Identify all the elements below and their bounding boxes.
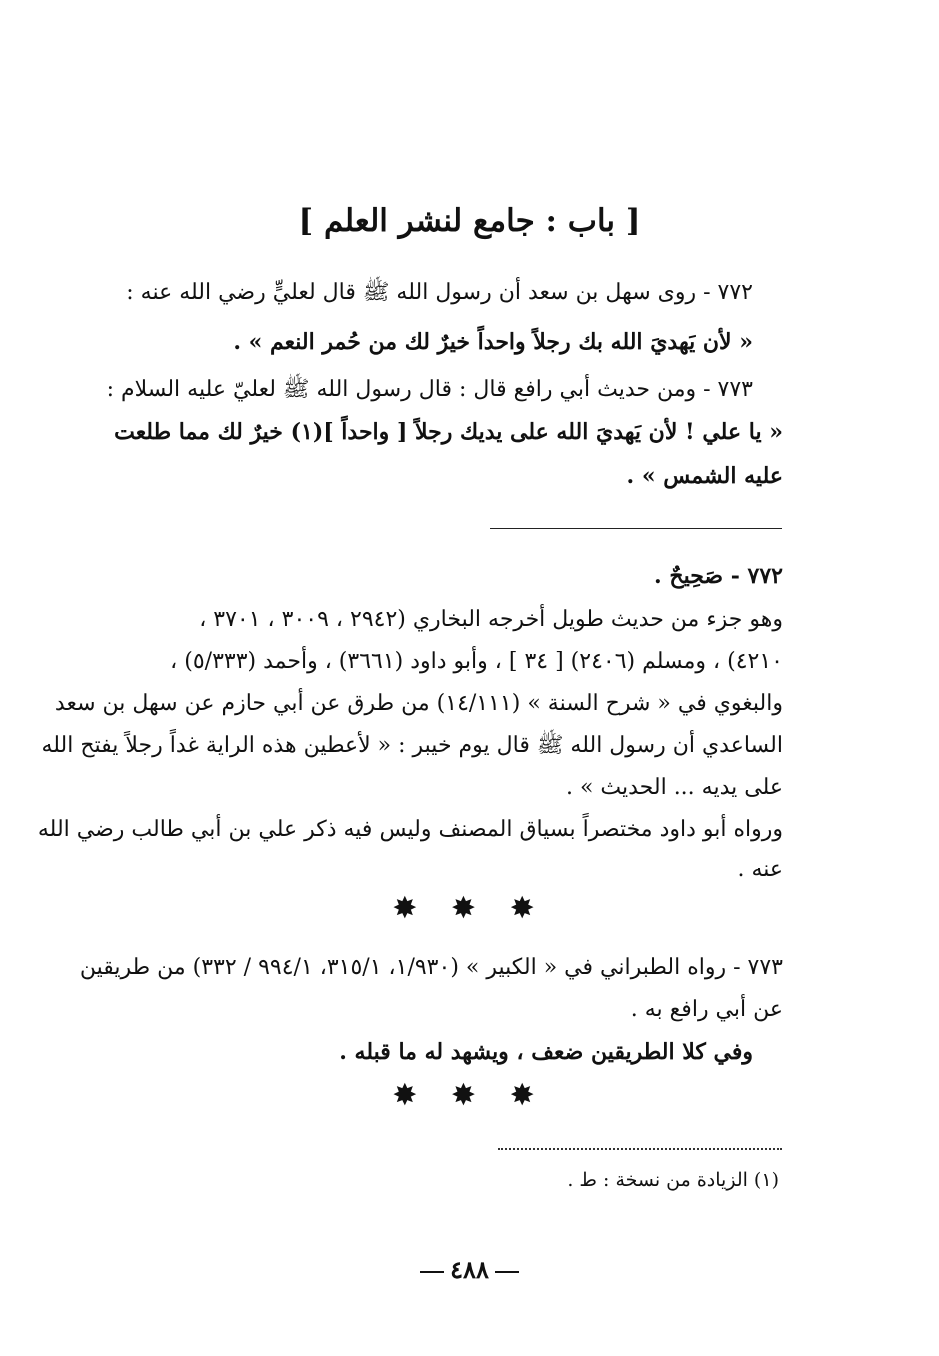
commentary-773-line: وفي كلا الطريقين ضعف ، ويشهد له ما قبله . bbox=[339, 1039, 753, 1065]
footnote: (١) الزيادة من نسخة : ط . bbox=[567, 1169, 779, 1191]
commentary-772-line: عنه . bbox=[737, 857, 783, 882]
commentary-772-line: الساعدي أن رسول الله ﷺ قال يوم خيبر : « لأعطين هذه الراية غداً رجلاً يفتح الله bbox=[41, 733, 783, 758]
chapter-title: [ باب : جامع لنشر العلم ] bbox=[298, 203, 641, 239]
commentary-772-line: ورواه أبو داود مختصراً بسياق المصنف وليس فيه ذكر علي بن أبي طالب رضي الله bbox=[37, 817, 783, 842]
footnote-divider bbox=[498, 1148, 782, 1150]
commentary-773-line: ٧٧٣ - رواه الطبراني في « الكبير » (١/٩٣٠، ٣١٥/١، ٩٩٤/١ / ٣٣٢) من طريقين bbox=[79, 955, 783, 980]
separator-stars: ✸ ✸ ✸ bbox=[392, 891, 547, 926]
commentary-772-line: ٤٢١٠) ، ومسلم (٢٤٠٦) [ ٣٤ ] ، وأبو داود (٣٦٦١) ، وأحمد (٥/٣٣٣) ، bbox=[170, 649, 783, 674]
hadith-773-line-2: « يا علي ! لأن يَهديَ الله على يديك رجلاً [ واحداً ](١) خيرٌ لك مما طلعت bbox=[114, 419, 783, 445]
page-number-dash bbox=[420, 1271, 444, 1273]
page-number bbox=[0, 1250, 939, 1290]
commentary-772-line: على يديه ... الحديث » . bbox=[565, 775, 783, 800]
commentary-772-line: والبغوي في « شرح السنة » (١٤/١١١) من طرق عن أبي حازم عن سهل بن سعد bbox=[54, 691, 783, 716]
commentary-772-line: وهو جزء من حديث طويل أخرجه البخاري (٢٩٤٢ ، ٣٠٠٩ ، ٣٧٠١ ، bbox=[199, 607, 783, 632]
section-divider bbox=[490, 528, 782, 529]
hadith-773-line-3: عليه الشمس » . bbox=[626, 463, 783, 489]
page-number-value: ٤٨٨ bbox=[450, 1255, 489, 1284]
hadith-772-line-1: ٧٧٢ - روى سهل بن سعد أن رسول الله ﷺ قال لعليٍّ رضي الله عنه : bbox=[126, 280, 753, 305]
hadith-773-line-1: ٧٧٣ - ومن حديث أبي رافع قال : قال رسول الله ﷺ لعليّ عليه السلام : bbox=[106, 377, 753, 402]
commentary-772-heading: ٧٧٢ - صَحِيحٌ . bbox=[654, 563, 783, 589]
separator-stars: ✸ ✸ ✸ bbox=[392, 1078, 547, 1113]
commentary-773-line: عن أبي رافع به . bbox=[630, 997, 783, 1022]
page-number-dash bbox=[495, 1271, 519, 1273]
hadith-772-line-2: « لأن يَهديَ الله بك رجلاً واحداً خيرٌ لك من حُمر النعم » . bbox=[233, 329, 753, 355]
